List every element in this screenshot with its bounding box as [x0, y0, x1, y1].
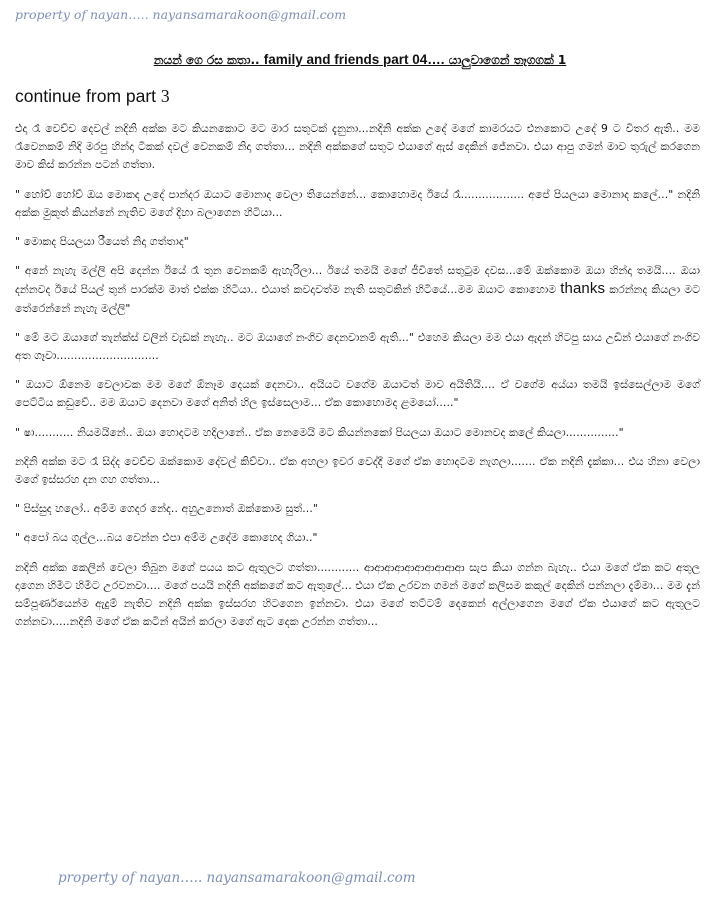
story-paragraph: " ඔයාට ඕනෙම වෙලාවක මම මගේ ඕනෑම දෙයක් දෙනවා.. අයියට වගේම ඔයාටත් මාව අයිතියි.... ඒ වගේම අය්යා තමයි ඉස්සෙල්ලාම මගේ පෙට්ටිය කඩුවේ.. මම ඔයාට දෙනවා මගේ අනිත් හිල ඉස්සෙලාම... ඒක කොහොමද ළමයෝ....." [15, 378, 700, 410]
footer-watermark: property of nayan….. nayansamarakoon@gmail.com [58, 870, 416, 886]
story-title [15, 52, 705, 68]
story-paragraph: නදිනි අක්ක කෙලින් වෙලා තිබුන මගේ පයය කට ඇතුලට ගත්තා............ ආආආආආආආආආආ සැප කියා ගන්න බැහැ.. එයා මගේ ඒක කට අතුල දාගෙන හිමීට හිමීට උරවනවා.... මගේ පයයි නදිනි අක්කගේ කට ඇතුලේ... එයා ඒක උරවන ගමන් මගේ කලිසම කකුල් දෙකින් පන්නලා දැම්මා... මම දැන් සම්පූර්ණයෙන්ම ඇදුම් නැතිව නදිනි අක්ක ඉස්සරහ හිටගෙන ඉන්නවා. එයා මගේ තට්ටම් දෙකෙන් අල්ලාගෙන මගේ ඒක එයාගේ කට ඇතුලට ගන්නවා.....නදිනි මගේ ඒක කටින් අයින් කරලා මගේ ඇට දෙක උරන්න ගත්තා... [15, 560, 700, 629]
story-paragraph: " ෂා........... නියමයිනේ.. ඔයා හොදටම හදිලානේ.. ඒක නෙමෙයි මට කියන්නකෝ පියලයා ඔයාට මොනවද කලේ කියලා..............." [15, 425, 624, 439]
story-paragraph: " මේ මට ඔයාගේ තැන්ක්ස් වලින් වැඩක් නැහැ.. මට ඔයාගේ නංගිව දෙනවානම් ඇති..." එහෙම කියලා මම එයා ඇදන් හිටපු සාය උඩින් එයාගේ නංගිව අත ගෑවා............................. [15, 330, 700, 363]
subtitle-text: continue from part [15, 86, 161, 106]
story-paragraph: " පිස්සුද හලෝ.. අම්ම ගෙදර නේද.. අහුඋනොත් ඔක්කොම සුත්..." [15, 502, 318, 516]
story-paragraph: නදිනි අක්ක මට රෑ සිද්ද වෙච්ච ඔක්කොම දේවල් කිව්වා.. ඒක අහලා ඉවර වෙද්දී මගේ ඒක හොදටම නැගලා....... ඒක නදිනි දැක්කා... එය හිනා වෙලා මගේ ඉස්සරහ දන ගහ ගත්තා... [15, 454, 700, 487]
thanks-word: thanks [560, 280, 606, 298]
header-watermark: property of nayan….. nayansamarakoon@gmail.com [15, 7, 347, 22]
title-prefix: නයන් ගෙ රස කතා.. [153, 53, 264, 67]
story-paragraph: " අපෝ බය ගුල්ල...බය වෙන්න එපා අම්ම උදේම කොහෙද ගියා.." [15, 531, 318, 545]
story-paragraph: " අනේ නැහැ මල්ලි අපි දෙන්න ඊයේ රෑ තුන වෙනකම් ඇහැරිලා... ඊයේ තමයි මගේ ජීවිතේ සතුටුම දවස...මේ ඔක්කොම ඔයා හින්දා තමයි.... ඔයා දන්නවද ඊයේ පියල් තුන් පාරක්ම මාත් එක්ක හිටියා.. එයාත් කවදාවත්ම නැති සතුටකින් හිටියේ...මම ඔයාට කොහොම thanks කරන්නද කියලා මට තේරෙන්නේ නැහැ මල්ලි" [15, 264, 700, 315]
story-paragraph: " මොකද පියලයා රීයෙත් නිදා ගත්තාද" [15, 235, 189, 249]
subtitle-part-number: 3 [160, 86, 170, 106]
story-body [15, 120, 700, 642]
story-paragraph: " හෝව් හෝව් ඔය මොකද උදේ පාන්දර ඔයාට මොනාද වෙලා තියෙන්නේ... කොහොමද ඊයේ රෑ.................. අපේ පියලයා මොනාද කලේ..." නදිනි අක්ක මුකුත් කියන්නේ නැතිව මගේ දිහා බලාගෙන හිටියා... [15, 187, 700, 219]
title-main: family and friends part 04…. [263, 52, 445, 67]
continue-subtitle [15, 86, 170, 107]
story-paragraph: එදා රෑ වෙච්ච දෙවල් නදිනි අක්ක මට කියනකොට මට මාර සතුටක් දැනුනා...නදිනි අක්ක උදේ මගේ කාමරයට එනකොට උදේ 9 ට විතර ඇති.. මම රෑවෙනකම් නිදි මරපු හින්දා ටිකක් දවල් වෙනකම් නිදා ගත්තා... නදිනි අක්කගේ සතුට එයාගේ ඇස් දෙකින් ජේනවා. එයා ආපු ගමන් මාව තුරුල් කරගෙන මාව කිස් කරන්න පටන් ගත්තා. [15, 122, 700, 172]
title-suffix: යාලුවාගෙන් තෑගගක් 1 [444, 53, 567, 67]
